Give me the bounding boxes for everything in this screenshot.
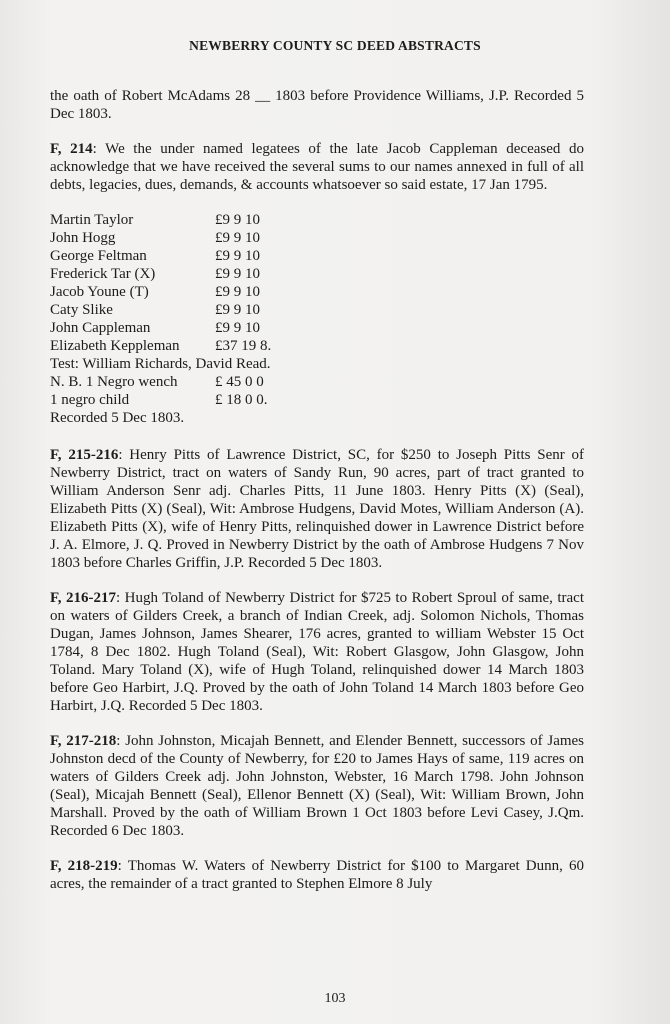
- legatee-name: Frederick Tar (X): [50, 266, 156, 282]
- legatee-row: [50, 301, 584, 319]
- entry-f218-219: F, 218-219: Thomas W. Waters of Newberry District for $100 to Margaret Dunn, 60 acres, the remainder of a tract granted to Stephen Elmore 8 July: [50, 858, 585, 892]
- negro-item: N. B. 1 Negro wench: [50, 374, 178, 390]
- page-header: NEWBERRY COUNTY SC DEED ABSTRACTS: [189, 38, 481, 53]
- entry-ref: F, 217-218: [50, 733, 117, 749]
- entry-ref: F, 215-216: [50, 447, 119, 463]
- page-number: 103: [324, 991, 346, 1006]
- legatee-name: John Hogg: [50, 230, 116, 246]
- entry-text: Thomas W. Waters of Newberry District for $100 to Margaret Dunn, 60 acres, the remainder of a tract granted to Stephen Elmore 8 July: [50, 858, 585, 892]
- legatee-name: Martin Taylor: [50, 212, 134, 228]
- legatee-amount: £9 9 10: [215, 320, 260, 336]
- entry-text: Hugh Toland of Newberry District for $725 to Robert Sproul of same, tract on waters of Gilders Creek, a branch of Indian Creek, adj. Solomon Nichols, Thomas Dugan, James Johnson, James Shearer, 176 acres, granted to william Webster 15 Oct 1784, 8 Dec 1802. Hugh Toland (Seal), Wit: Robert Glasgow, John Glasgow, John Toland. Mary Toland (X), wife of Hugh Toland, relinquished dower 14 March 1803 before Geo Harbirt, J.Q. Proved by the oath of John Toland 14 March 1803 before Geo Harbirt, J.Q. Recorded 5 Dec 1803.: [50, 590, 585, 714]
- entry-f214: F, 214: We the under named legatees of the late Jacob Cappleman deceased do acknowledge that we have received the several sums to our names annexed in full of all debts, legacies, dues, demands, & accounts whatsoever so said estate, 17 Jan 1795.: [50, 141, 584, 193]
- legatee-row: [50, 337, 584, 355]
- test-line: Test: William Richards, David Read.: [50, 356, 271, 372]
- legatee-row: [50, 211, 584, 229]
- intro-paragraph: the oath of Robert McAdams 28 __ 1803 before Providence Williams, J.P. Recorded 5 Dec 1803.: [50, 88, 584, 122]
- entry-f217-218: F, 217-218: John Johnston, Micajah Bennett, and Elender Bennett, successors of James Johnston decd of the County of Newberry, for £20 to James Hays of same, 119 acres on waters of Gilders Creek adj. John Johnston, Webster, 16 March 1798. John Johnson (Seal), Micajah Bennett (Seal), Ellenor Bennett (X) (Seal), Wit: William Brown, John Marshall. Proved by the oath of William Brown 1 Oct 1803 before Levi Casey, J.Qm. Recorded 6 Dec 1803.: [50, 733, 585, 839]
- legatee-row: [50, 247, 584, 265]
- legatee-name: Elizabeth Keppleman: [50, 338, 180, 354]
- negro-row: [50, 373, 584, 391]
- legatee-amount: £9 9 10: [215, 284, 260, 300]
- legatee-name: Caty Slike: [50, 302, 113, 318]
- negro-amount: £ 45 0 0: [215, 374, 264, 390]
- entry-f215-216: F, 215-216: Henry Pitts of Lawrence District, SC, for $250 to Joseph Pitts Senr of Newberry District, tract on waters of Sandy Run, 90 acres, part of tract granted to William Anderson Senr adj. Charles Pitts, 11 June 1803. Henry Pitts (X) (Seal), Elizabeth Pitts (X) (Seal), Wit: Ambrose Hudgens, David Motes, William Anderson (A). Elizabeth Pitts (X), wife of Henry Pitts, relinquished dower in Lawrence District before J. A. Elmore, J. Q. Proved in Newberry District by the oath of Ambrose Hudgens 7 Nov 1803 before Charles Griffin, J.P. Recorded 5 Dec 1803.: [50, 447, 585, 571]
- legatee-name: George Feltman: [50, 248, 147, 264]
- legatee-amount: £37 19 8.: [215, 338, 272, 354]
- entry-ref: F, 218-219: [50, 858, 118, 874]
- entry-text: Henry Pitts of Lawrence District, SC, for $250 to Joseph Pitts Senr of Newberry District, tract on waters of Sandy Run, 90 acres, part of tract granted to William Anderson Senr adj. Charles Pitts, 11 June 1803. Henry Pitts (X) (Seal), Elizabeth Pitts (X) (Seal), Wit: Ambrose Hudgens, David Motes, William Anderson (A). Elizabeth Pitts (X), wife of Henry Pitts, relinquished dower in Lawrence District before J. A. Elmore, J. Q. Proved in Newberry District by the oath of Ambrose Hudgens 7 Nov 1803 before Charles Griffin, J.P. Recorded 5 Dec 1803.: [50, 447, 585, 571]
- negro-row: [50, 391, 584, 409]
- legatee-row: [50, 283, 584, 301]
- entry-ref: F, 214: [50, 141, 93, 157]
- legatee-row: [50, 319, 584, 337]
- negro-amount: £ 18 0 0.: [215, 392, 268, 408]
- recorded-line: Recorded 5 Dec 1803.: [50, 410, 185, 426]
- legatee-row: [50, 265, 584, 283]
- legatee-row: [50, 229, 584, 247]
- negro-item: 1 negro child: [50, 392, 130, 408]
- entry-f216-217: F, 216-217: Hugh Toland of Newberry District for $725 to Robert Sproul of same, tract on waters of Gilders Creek, a branch of Indian Creek, adj. Solomon Nichols, Thomas Dugan, James Johnson, James Shearer, 176 acres, granted to william Webster 15 Oct 1784, 8 Dec 1802. Hugh Toland (Seal), Wit: Robert Glasgow, John Glasgow, John Toland. Mary Toland (X), wife of Hugh Toland, relinquished dower 14 March 1803 before Geo Harbirt, J.Q. Proved by the oath of John Toland 14 March 1803 before Geo Harbirt, J.Q. Recorded 5 Dec 1803.: [50, 590, 585, 714]
- legatee-amount: £9 9 10: [215, 248, 260, 264]
- legatee-name: Jacob Youne (T): [50, 284, 149, 300]
- page-content: [50, 87, 584, 910]
- legatee-list: [50, 211, 584, 427]
- legatee-amount: £9 9 10: [215, 230, 260, 246]
- entry-text: We the under named legatees of the late Jacob Cappleman deceased do acknowledge that we have received the several sums to our names annexed in full of all debts, legacies, dues, demands, & accounts whatsoever so said estate, 17 Jan 1795.: [50, 141, 584, 193]
- legatee-amount: £9 9 10: [215, 302, 260, 318]
- entry-ref: F, 216-217: [50, 590, 117, 606]
- legatee-name: John Cappleman: [50, 320, 151, 336]
- legatee-amount: £9 9 10: [215, 212, 260, 228]
- entry-text: John Johnston, Micajah Bennett, and Elender Bennett, successors of James Johnston decd of the County of Newberry, for £20 to James Hays of same, 119 acres on waters of Gilders Creek adj. John Johnston, Webster, 16 March 1798. John Johnson (Seal), Micajah Bennett (Seal), Ellenor Bennett (X) (Seal), Wit: William Brown, John Marshall. Proved by the oath of William Brown 1 Oct 1803 before Levi Casey, J.Qm. Recorded 6 Dec 1803.: [50, 733, 585, 839]
- legatee-amount: £9 9 10: [215, 266, 260, 282]
